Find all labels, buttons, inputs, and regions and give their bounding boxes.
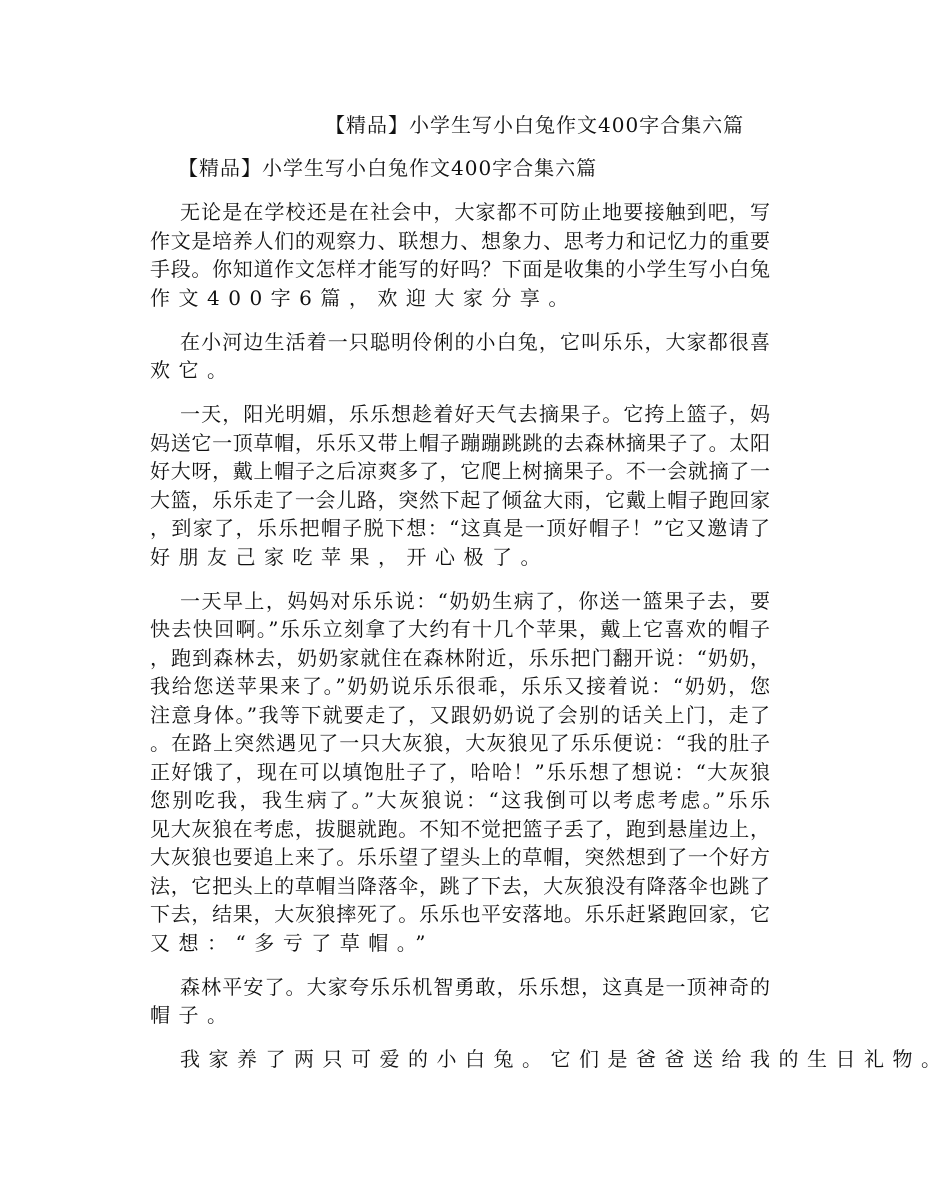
- text-line: 一天，阳光明媚，乐乐想趁着好天气去摘果子。它挎上篮子，妈: [180, 402, 770, 426]
- paragraph: [150, 328, 770, 385]
- text-line: 妈送它一顶草帽，乐乐又带上帽子蹦蹦跳跳的去森林摘果子了。太阳: [150, 430, 770, 455]
- text-line: 法，它把头上的草帽当降落伞，跳了下去，大灰狼没有降落伞也跳了: [150, 873, 770, 898]
- text-line: 好朋友己家吃苹果，开心极了。: [150, 544, 549, 569]
- paragraph: [150, 1045, 950, 1074]
- text-line: 我给您送苹果来了。”奶奶说乐乐很乖，乐乐又接着说：“奶奶，您: [150, 674, 770, 698]
- text-line: 森林平安了。大家夸乐乐机智勇敢，乐乐想，这真是一顶神奇的: [180, 974, 770, 999]
- text-line: 见大灰狼在考虑，拔腿就跑。不知不觉把篮子丢了，跑到悬崖边上，: [150, 816, 770, 841]
- text-line: 正好饿了，现在可以填饱肚子了，哈哈！”乐乐想了想说：“大灰狼: [150, 759, 770, 784]
- paragraph: [150, 400, 770, 571]
- text-line: 又想：“多亏了草帽。”: [150, 930, 434, 955]
- text-line: 在小河边生活着一只聪明伶俐的小白兔，它叫乐乐，大家都很喜: [180, 329, 770, 354]
- text-line: 手段。你知道作文怎样才能写的好吗？下面是收集的小学生写小白兔: [150, 257, 770, 281]
- text-line: 。在路上突然遇见了一只大灰狼，大灰狼见了乐乐便说：“我的肚子: [150, 731, 770, 755]
- document-body: [150, 154, 950, 1089]
- paragraph-intro: [150, 198, 770, 312]
- text-line: 作文400字6篇，欢迎大家分享。: [150, 285, 577, 310]
- paragraph: [150, 587, 770, 958]
- text-line: 一天早上，妈妈对乐乐说：“奶奶生病了，你送一篮果子去，要: [180, 588, 770, 613]
- text-line: 好大呀，戴上帽子之后凉爽多了，它爬上树摘果子。不一会就摘了一: [150, 459, 770, 483]
- text-line: 大篮，乐乐走了一会儿路，突然下起了倾盆大雨，它戴上帽子跑回家: [150, 487, 770, 512]
- text-line: 下去，结果，大灰狼摔死了。乐乐也平安落地。乐乐赶紧跑回家，它: [150, 902, 770, 926]
- text-line: ，跑到森林去，奶奶家就住在森林附近，乐乐把门翻开说：“奶奶，: [150, 645, 770, 670]
- text-line: 快去快回啊。”乐乐立刻拿了大约有十几个苹果，戴上它喜欢的帽子: [150, 617, 770, 641]
- text-line: ，到家了，乐乐把帽子脱下想：“这真是一顶好帽子！”它又邀请了: [150, 516, 770, 540]
- text-line: 欢它。: [150, 358, 236, 382]
- text-line: 大灰狼也要追上来了。乐乐望了望头上的草帽，突然想到了一个好方: [150, 845, 770, 869]
- text-line: 作文是培养人们的观察力、联想力、想象力、思考力和记忆力的重要: [150, 228, 770, 253]
- text-line: 无论是在学校还是在社会中，大家都不可防止地要接触到吧，写: [180, 200, 770, 224]
- text-line: 您别吃我，我生病了。”大灰狼说：“这我倒可以考虑考虑。”乐乐: [150, 788, 770, 812]
- document-title: 【精品】小学生写小白兔作文400字合集六篇: [325, 113, 745, 137]
- text-line: 我家养了两只可爱的小白兔。它们是爸爸送给我的生日礼物。: [180, 1047, 950, 1071]
- paragraph: [150, 973, 770, 1030]
- text-line: 注意身体。”我等下就要走了，又跟奶奶说了会别的话关上门，走了: [150, 702, 770, 727]
- document-subtitle: 【精品】小学生写小白兔作文400字合集六篇: [178, 156, 598, 180]
- text-line: 帽子。: [150, 1003, 236, 1027]
